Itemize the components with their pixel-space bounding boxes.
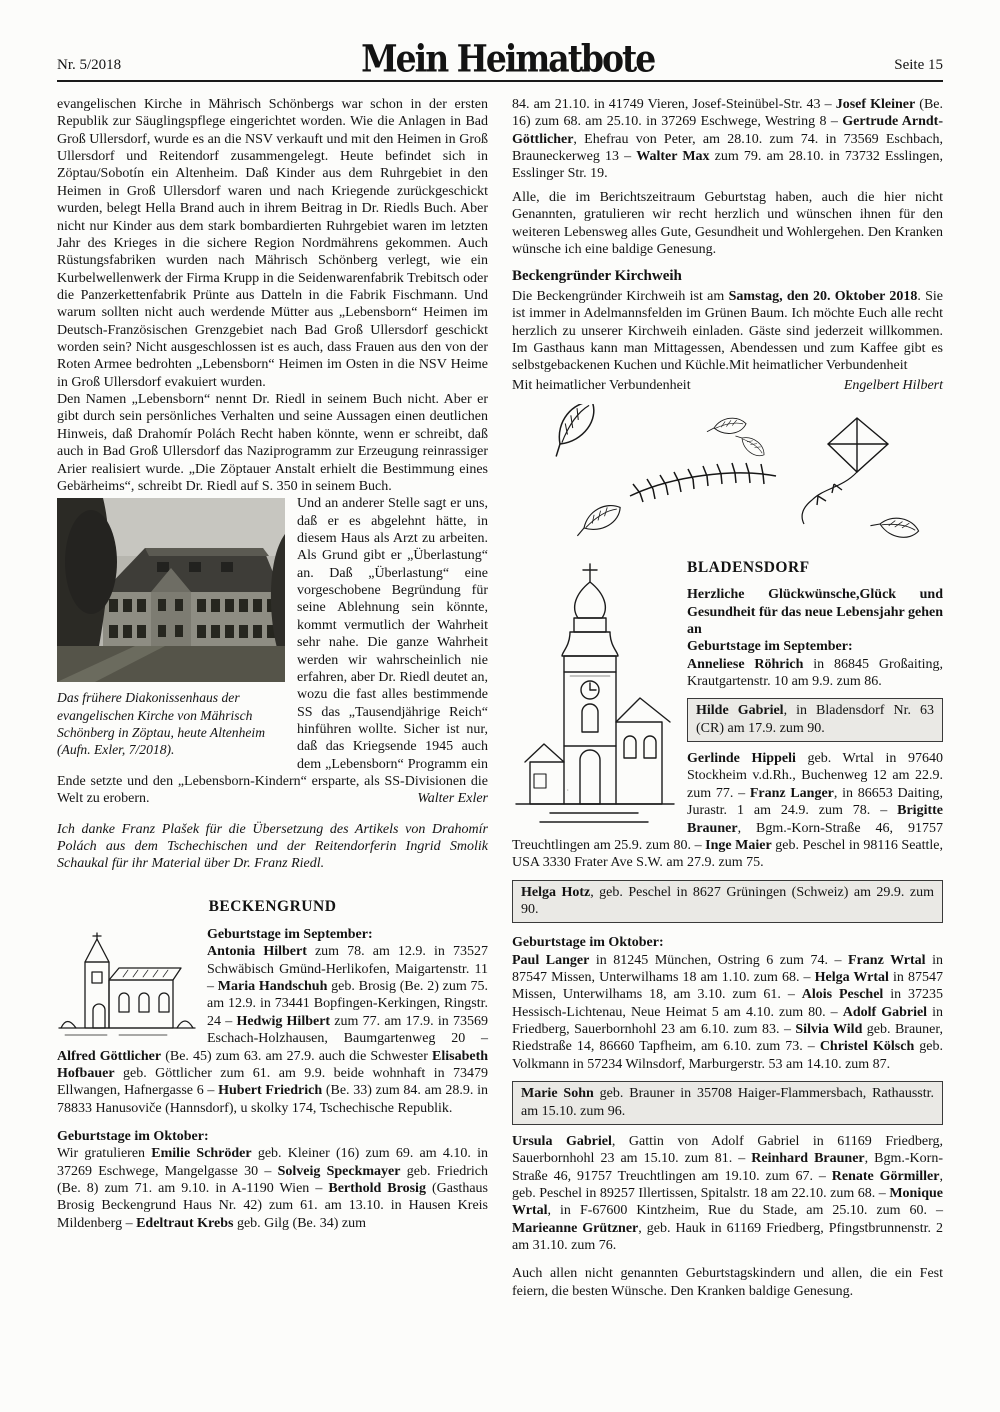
two-column-layout [57, 96, 943, 1300]
article-paragraph-1: evangelischen Kirche in Mährisch Schönbergs war schon in der ersten Republik zur Säuglingspflege eingerichtet worden. Wie die Anlagen in Bad Groß Ullersdorf, wurde es an die NSV verkauft und mit den Heimen in Groß Ullersdorf und Reitendorf zusammengelegt. Heute befindet sich in Zöptau/Sobotín ein Altenheim. Daß Kinder aus dem Ruhrgebiet in den Heimen in Groß Ullersdorf waren und nach Kriegende zurückgeschickt wurden, belegt Hella Brand auch in ihrem Beitrag in Dr. Riedls Buch. Aber nicht nur Kinder aus dem stark bombardierten Ruhrgebiet waren im letzten Jahr des Krieges in die sichere Region Nordmährens gekommen. Auch Rüstungsfabriken wurden nach Mährisch Schönberg verlegt, wie ein Kurbelwellenwerk der Firma Krupp in die Seidenwarenfabrik Trebitsch oder die Panzerkettenfabrik Prünte aus Datteln in die Fabrik Fischmann. Und warum sollten nicht auch werdende Mütter aus „Lebensborn“ Heimen im Deutsch-Französischen Grenzgebiet nach Bad Groß Ullersdorf geschickt worden sein? Nicht ausgeschlossen ist es auch, dass Frauen aus den von der Roten Armee bedrohten „Lebensborn“ Heimen im Osten in die NSV Heime in Groß Ullersdorf evakuiert wurden. [57, 97, 488, 390]
highlight-box-text: Marie Sohn geb. Brauner in 35708 Haiger-Flammersbach, Rathausstr. am 15.10. zum 96. [521, 1086, 935, 1119]
closing-signature: Engelbert Hilbert [843, 377, 943, 393]
beckengrund-section [57, 926, 488, 1232]
highlight-box-marie-sohn [512, 1081, 943, 1125]
bladensdorf-october-entries-2: Ursula Gabriel, Gattin von Adolf Gabriel in 61169 Friedberg, Sauerbornhohl 23 am 15.10. zum 81. – Reinhard Brauner, Bgm.-Korn-Straße 46, 91757 Treuchtlingen am 19.10. zum 67. – Renate Görmiller, geb. Peschel in 89257 Illertissen, Spitalstr. 18 am 22.10. zum 68. – Monique Wrtal, in F-67600 Kintzheim, Rue du Stade, am 25.10. zum 60. – Marieanne Grützner, geb. Hauk in 61169 Friedberg, Pfingstbrunnenstr. 2 am 31.10. zum 76. [512, 1133, 943, 1254]
kirchweih-heading: Beckengründer Kirchweih [512, 268, 682, 285]
bladensdorf-september-entry: Anneliese Röhrich in 86845 Großaiting, Krautgartenstr. 10 am 9.9. zum 86. [687, 656, 943, 689]
beckengrund-september-heading: Geburtstage im September: [207, 927, 373, 942]
left-column [57, 96, 488, 1300]
translator-thanks: Ich danke Franz Plašek für die Übersetzung des Artikels von Drahomír Polách aus dem Tschechischen und der Reitendorferin Ingrid Smolik Schaukal für ihr Material über Dr. Franz Riedl. [57, 821, 488, 872]
kite-vignette [802, 418, 888, 524]
highlight-box-text: Hilde Gabriel, in Bladensdorf Nr. 63 (CR) am 17.9. zum 90. [696, 703, 934, 736]
closing-phrase: Mit heimatlicher Verbundenheit [512, 377, 691, 393]
closing-line [512, 377, 943, 394]
bladensdorf-september-heading: Geburtstage im September: [687, 639, 853, 655]
twig-garland [630, 463, 776, 502]
photo-caption: Das frühere Diakonissenhaus der evangelischen Kirche von Mährisch Schönberg in Zöptau, heute Altenheim (Aufn. Exler, 7/2018). [57, 690, 266, 758]
beckengrund-church-drawing [57, 930, 197, 1042]
bladensdorf-october-heading: Geburtstage im Oktober: [512, 935, 664, 951]
article-paragraph-2: Den Namen „Lebensborn“ nennt Dr. Riedl in seinem Buch nicht. Aber er gibt durch sein persönliches Verhalten und seine Aussagen einen deutlichen Hinweis, daß Drahomír Polách Recht haben könnte, wenn er schreibt, daß auch in Bad Groß Ullersdorf das Naziprogramm zur Erzeugung reinrassiger Arier realisiert wurde. „Die Zöptauer Anstalt erhielt die Bestimmung eines Gebärheims“, schreibt Dr. Riedl auf S. 350 in seinem Buch. [57, 392, 488, 494]
leaves-decoration-area [512, 404, 943, 552]
bladensdorf-september-entries-2: Gerlinde Hippeli geb. Wrtal in 97640 Stockheim v.d.Rh., Buchenweg 12 am 22.9. zum 77. – Franz Langer, in 86653 Daiting, Jurastr. 1 am 24.9. zum 78. – Brigitte Brauner, Bgm.-Korn-Straße 46, 91757 Treuchtlingen am 25.9. zum 80. – Inge Maier geb. Peschel in 98116 Seattle, USA 3330 Frater Ave S.W. am 27.9. zum 75. [512, 751, 944, 871]
page-number: Seite 15 [894, 57, 943, 73]
author-signature: Walter Exler [417, 791, 488, 807]
beckengrund-october-continued: 84. am 21.10. in 41749 Vieren, Josef-Steinübel-Str. 43 – Josef Kleiner (Be. 16) zum 68. am 25.10. in 37269 Eschwege, Westring 8 – Gertrude Arndt-Göttlicher, Ehefrau von Peter, am 28.10. zum 74. in 73569 Eschbach, Brauneckerweg 13 – Walter Max zum 79. am 28.10. in 73732 Esslingen, Esslinger Str. 19. [512, 97, 943, 182]
beckengrund-october-heading: Geburtstage im Oktober: [57, 1128, 209, 1144]
right-column [512, 96, 943, 1300]
bladensdorf-october-entries: Paul Langer in 81245 München, Ostring 6 zum 74. – Franz Wrtal in 87547 Missen, Unterwilhams 18 am 1.10. zum 68. – Helga Wrtal in 87547 Missen, Unterwilhams 18, am 3.10. zum 61. – Alois Peschel in 37235 Hessisch-Lichtenau, Neue Heimat 5 am 4.10. zum 80. – Adolf Gabriel in Friedberg, Sauerbornhohl 23 am 6.10. zum 83. – Silvia Wild geb. Brauner, Riedstraße 14, 86660 Tapfheim, am 6.10. zum 73. – Christel Kölsch geb. Volkmann in 57234 Wilnsdorf, Marburgerstr. 53 am 14.10. zum 87. [512, 952, 944, 1072]
section-title-bladensdorf: BLADENSDORF [687, 558, 810, 576]
beckengrund-greeting: Alle, die im Berichtszeitraum Geburtstag haben, auch die hier nicht Genannten, gratulieren wir recht herzlich und wünschen ihnen für den weiteren Lebensweg alles Gute, Gesundheit und Wohlergehen. Den Kranken wünsche ich eine baldige Genesung. [512, 189, 943, 257]
bladensdorf-final-note: Auch allen nicht genannten Geburtstagskindern und allen, die ein Fest feiern, die besten Wünsche. Den Kranken baldige Genesung. [512, 1266, 943, 1299]
article-paragraph-3: Und an anderer Stelle sagt er uns, daß er es abgelehnt hätte, in diesem Haus als Arzt zu arbeiten. Als Grund gibt er „Überlastung“ an. Daß „Überlastung“ eine vorgeschobene Begründung für seine Ablehnung sein könnte, kommt vermutlich der Wahrheit sehr nahe. Die ganze Wahrheit werden wir wahrscheinlich nie erfahren, aber Dr. Riedl deutet an, wozu die fast alles bestimmende SS das „Tausendjährige Reich“ hinführen wollte. Sicher ist nur, daß das Kriegsende 1945 auch dem „Lebensborn“ Programm ein Ende setzte und den „Lebensborn-Kindern“ ersparte, als SS-Divisionen die Welt zu erobern. [57, 496, 488, 807]
highlight-box-text: Helga Hotz, geb. Peschel in 8627 Grüningen (Schweiz) am 29.9. zum 90. [521, 884, 934, 917]
bladensdorf-church-drawing [512, 560, 677, 832]
issue-number: Nr. 5/2018 [57, 57, 122, 73]
photo-figure [57, 498, 285, 759]
highlight-box-helga-hotz [512, 880, 943, 924]
beckengrund-october-entries: Wir gratulieren Emilie Schröder geb. Kleiner (16) zum 69. am 4.10. in 37269 Eschwege, Mangelgasse 30 – Solveig Speckmayer geb. Friedrich (Be. 8) zum 71. am 9.10. in A-1190 Wien – Berthold Brosig (Gasthaus Brosig Beckengrund Haus Nr. 42) zum 61. am 13.10. in Hausen Kreis Mildenberg – Edeltraut Krebs geb. Gilg (Be. 34) zum [57, 1146, 489, 1231]
bladensdorf-intro: Herzliche Glückwünsche,Glück und Gesundheit für das neue Lebensjahr gehen an [687, 587, 943, 637]
leaves-decoration [512, 404, 943, 552]
section-title-beckengrund: BECKENGRUND [208, 897, 337, 915]
highlight-box-hilde-gabriel [687, 698, 943, 742]
bladensdorf-section [512, 558, 943, 1300]
kirchweih-text: Die Beckengründer Kirchweih ist am Samstag, den 20. Oktober 2018. Sie ist immer in Adelmannsfelden im Grünen Baum. Ich möchte Euch alle recht herzlich zu unserer Kirchweih einladen. Gäste sind jederzeit willkommen. Im Gasthaus kann man Mittagessen, Abendessen und zum Kaffee gibt es selbstgebackenen Kuchen und Küchle.Mit heimatlicher Verbundenheit [512, 288, 943, 374]
masthead-title: Mein Heimatbote [361, 36, 655, 81]
beckengrund-september-entries: Antonia Hilbert zum 78. am 12.9. in 73527 Schwäbisch Gmünd-Herlikofen, Maigartenstr. 11 – Maria Handschuh geb. Brosig (Be. 2) zum 75. am 12.9. in 73441 Bopfingen-Kerkingen, Ringstr. 24 – Hedwig Hilbert zum 77. am 17.9. in 73569 Eschach-Holzhausen, Baumgartenweg 20 – Alfred Göttlicher (Be. 45) zum 63. am 27.9. auch die Schwester Elisabeth Hofbauer geb. Göttlicher zum 61. am 9.9. beide wohnhaft in 73479 Ellwangen, Hafnergasse 6 – Hubert Friedrich (Be. 33) zum 84. am 28.9. in 78833 Hanusoviče (Hannsdorf), u skolky 174, Tschechische Republik. [57, 944, 489, 1116]
diakonissenhaus-photo [57, 498, 285, 682]
page-header [57, 38, 943, 82]
